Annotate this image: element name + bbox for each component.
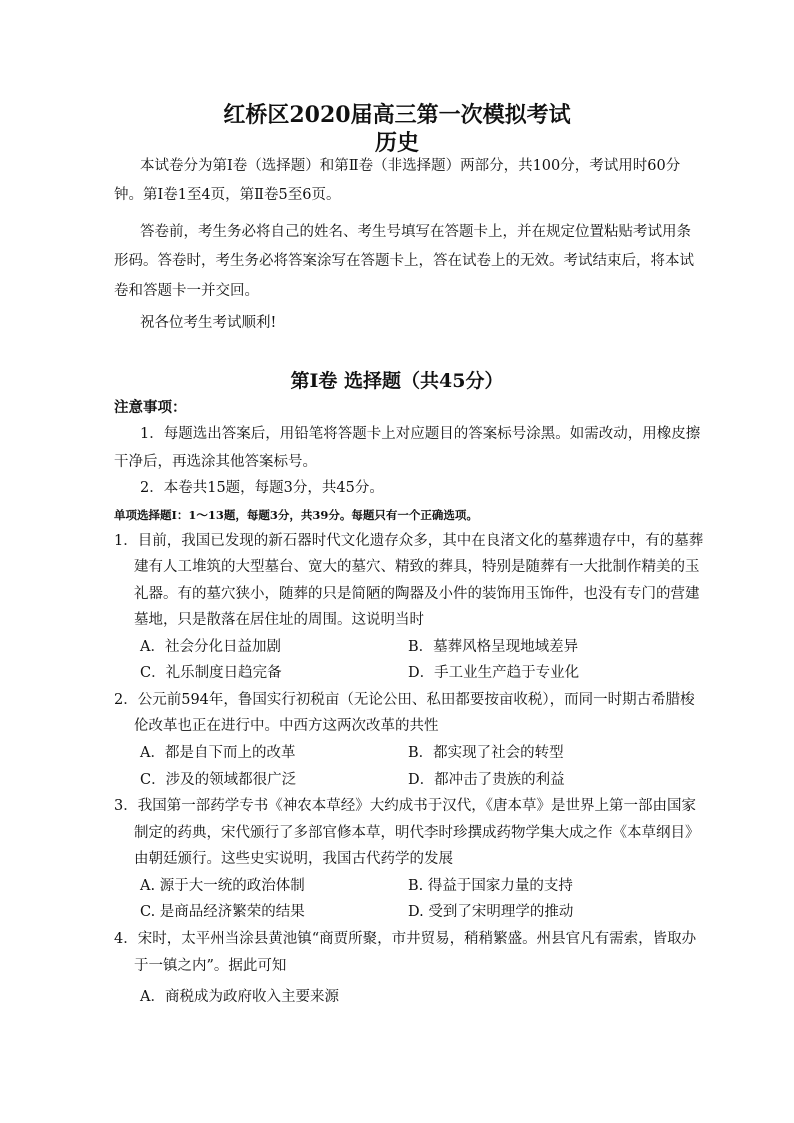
question-3-option-c: C. 是商品经济繁荣的结果: [140, 904, 305, 920]
question-4-line2: 于一镇之内”。据此可知: [134, 958, 287, 974]
question-3-option-a: A. 源于大一统的政治体制: [140, 878, 305, 894]
question-4-line1: 4．宋时，太平州当涂县黄池镇“商贾所聚，市井贸易，稍稍繁盛。州县官凡有需索，皆取办: [114, 931, 697, 947]
question-1-line2: 建有人工堆筑的大型墓台、宽大的墓穴、精致的葬具，特别是随葬有一大批制作精美的玉: [134, 559, 700, 575]
question-2-line1: 2．公元前594年，鲁国实行初税亩（无论公田、私田都要按亩收税），而同一时期古希腊梭: [114, 692, 695, 708]
intro-p2-line2: 形码。答卷时，考生务必将答案涂写在答题卡上，答在试卷上的无效。考试结束后，将本试: [114, 253, 694, 269]
question-1-option-c: C．礼乐制度日趋完备: [140, 665, 282, 681]
notice-label: 注意事项：: [114, 399, 187, 416]
intro-p1-line2: 钟。第Ⅰ卷1至4页，第Ⅱ卷5至6页。: [114, 187, 341, 203]
notice-1-line2: 干净后，再选涂其他答案标号。: [114, 454, 317, 470]
question-2-option-c: C．涉及的领域都很广泛: [140, 772, 297, 788]
question-3-line2: 制定的药典，宋代颁行了多部官修本草，明代李时珍撰成药物学集大成之作《本草纲目》: [134, 825, 700, 841]
question-1-line3: 礼器。有的墓穴狭小，随葬的只是简陋的陶器及小件的装饰用玉饰件，也没有专门的营建: [134, 586, 700, 602]
intro-p3: 祝各位考生考试顺利!: [140, 315, 277, 331]
section-title: 第Ⅰ卷 选择题（共45分）: [290, 370, 504, 392]
question-2-option-d: D．都冲击了贵族的利益: [408, 772, 565, 788]
question-1-line1: 1．目前，我国已发现的新石器时代文化遗存众多，其中在良渚文化的墓葬遗存中，有的墓葬: [114, 533, 704, 549]
question-2-option-a: A．都是自下而上的改革: [140, 745, 296, 761]
exam-title: 红桥区2020届高三第一次模拟考试: [223, 102, 571, 128]
question-2-line2: 伦改革也正在进行中。中西方这两次改革的共性: [134, 718, 439, 734]
question-1-line4: 墓地，只是散落在居住址的周围。这说明当时: [134, 612, 424, 628]
intro-p2-line3: 卷和答题卡一并交回。: [114, 283, 259, 299]
question-1-option-b: B．墓葬风格呈现地域差异: [408, 639, 579, 655]
question-3-line3: 由朝廷颁行。这些史实说明，我国古代药学的发展: [134, 851, 453, 867]
question-3-line1: 3．我国第一部药学专书《神农本草经》大约成书于汉代，《唐本草》是世界上第一部由国家: [114, 798, 696, 814]
notice-1-line1: 1．每题选出答案后，用铅笔将答题卡上对应题目的答案标号涂黑。如需改动，用橡皮擦: [140, 426, 701, 442]
intro-p2-line1: 答卷前，考生务必将自己的姓名、考生号填写在答题卡上，并在规定位置粘贴考试用条: [140, 224, 691, 240]
intro-p1-line1: 本试卷分为第Ⅰ卷（选择题）和第Ⅱ卷（非选择题）两部分，共100分，考试用时60分: [140, 158, 681, 174]
question-1-option-a: A．社会分化日益加剧: [140, 639, 281, 655]
question-1-option-d: D．手工业生产趋于专业化: [408, 665, 580, 681]
question-3-option-d: D. 受到了宋明理学的推动: [408, 904, 574, 920]
notice-2: 2．本卷共15题，每题3分，共45分。: [140, 480, 384, 496]
subject-title: 历史: [374, 130, 419, 156]
question-3-option-b: B. 得益于国家力量的支持: [408, 878, 573, 894]
question-4-option-a: A．商税成为政府收入主要来源: [140, 989, 339, 1005]
single-choice-instruction: 单项选择题Ⅰ：1～13题，每题3分，共39分。每题只有一个正确选项。: [114, 508, 478, 522]
question-2-option-b: B．都实现了社会的转型: [408, 745, 564, 761]
